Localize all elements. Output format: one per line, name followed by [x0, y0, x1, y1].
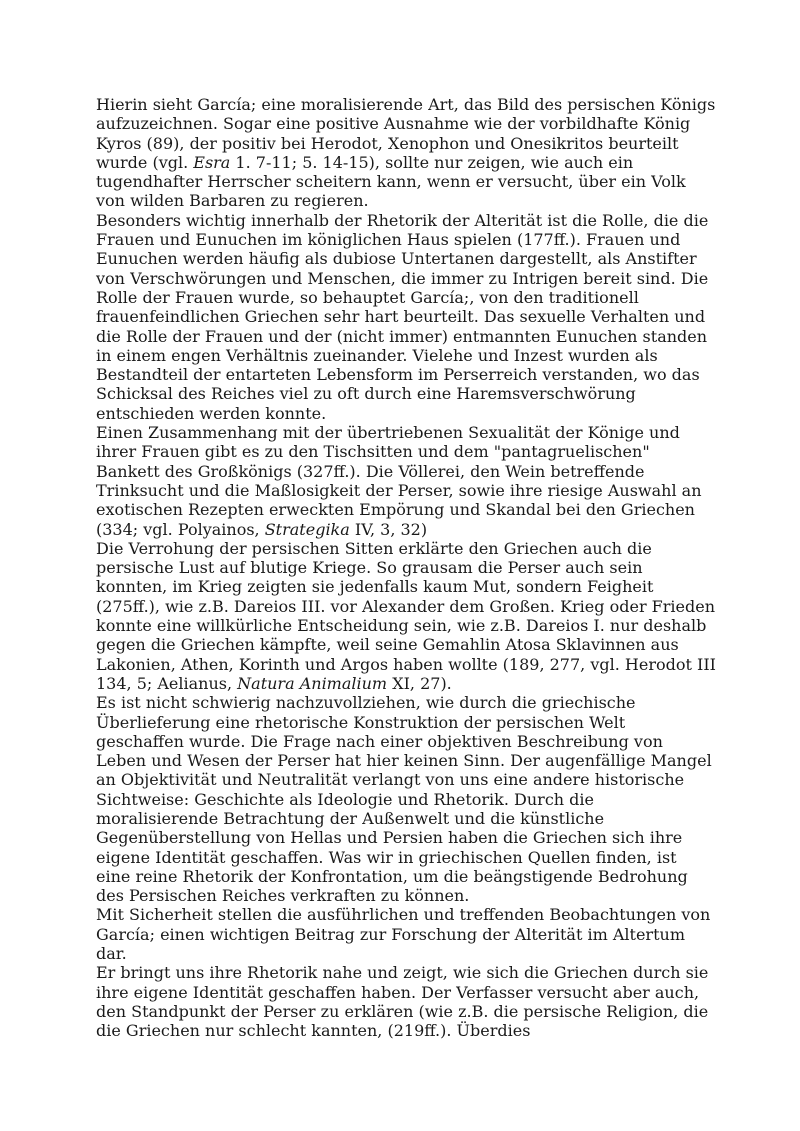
paragraph-text: IV, 3, 32)	[349, 519, 428, 539]
paragraph-text: Mit Sicherheit stellen die ausführlichen und treffenden Beobachtungen von García; einen wichtigen Beitrag zur Forschung der Alterität im Altertum dar.	[96, 905, 711, 964]
paragraph-text: XI, 27).	[387, 673, 452, 693]
paragraph-1	[96, 95, 716, 211]
paragraph-2	[96, 211, 716, 423]
book-title: Strategika	[264, 519, 350, 539]
paragraph-text: Hierin sieht García; eine moralisierende Art, das Bild des persischen Königs aufzuzeichnen. Sogar eine positive Ausnahme wie der vorbildhafte König Kyros (89), der positiv bei Herodot, Xenophon und Onesikritos beurteilt wurde (vgl.	[96, 95, 716, 172]
paragraph-3	[96, 423, 716, 539]
book-title: Natura Animalium	[237, 673, 388, 693]
paragraph-7	[96, 963, 716, 1040]
paragraph-text: Einen Zusammenhang mit der übertriebenen Sexualität der Könige und ihrer Frauen gibt es zu den Tischsitten und dem "pantagruelischen" Bankett des Großkönigs (327ff.). Die Völlerei, den Wein betreffende Trinksucht und die Maßlosigkeit der Perser, sowie ihre riesige Auswahl an exotischen Rezepten erweckten Empörung und Skandal bei den Griechen (334; vgl. Polyainos,	[96, 423, 702, 539]
paragraph-text: 1. 7-11; 5. 14-15), sollte nur zeigen, wie auch ein tugendhafter Herrscher scheitern kann, wenn er versucht, über ein Volk von wilden Barbaren zu regieren.	[96, 152, 686, 211]
paragraph-5	[96, 693, 716, 905]
paragraph-4	[96, 539, 716, 693]
document-body	[96, 95, 716, 1041]
paragraph-text: Besonders wichtig innerhalb der Rhetorik der Alterität ist die Rolle, die die Frauen und Eunuchen im königlichen Haus spielen (177ff.). Frauen und Eunuchen werden häufig als dubiose Untertanen dargestellt, als Anstifter von Verschwörungen und Menschen, die immer zu Intrigen bereit sind. Die Rolle der Frauen wurde, so behauptet García;, von den traditionell frauenfeindlichen Griechen sehr hart beurteilt. Das sexuelle Verhalten und die Rolle der Frauen und der (nicht immer) entmannten Eunuchen standen in einem engen Verhältnis zueinander. Vielehe und Inzest wurden als Bestandteil der entarteten Lebensform im Perserreich verstanden, wo das Schicksal des Reiches viel zu oft durch eine Haremsverschwörung entschieden werden konnte.	[96, 210, 709, 423]
book-title: Esra	[193, 152, 231, 172]
paragraph-text: Die Verrohung der persischen Sitten erklärte den Griechen auch die persische Lust auf blutige Kriege. So grausam die Perser auch sein konnten, im Krieg zeigten sie jedenfalls kaum Mut, sondern Feigheit (275ff.), wie z.B. Dareios III. vor Alexander dem Großen. Krieg oder Frieden konnte eine willkürliche Entscheidung sein, wie z.B. Dareios I. nur deshalb gegen die Griechen kämpfte, weil seine Gemahlin Atosa Sklavinnen aus Lakonien, Athen, Korinth und Argos haben wollte (189, 277, vgl. Herodot III 134, 5; Aelianus,	[96, 538, 716, 693]
paragraph-text: Es ist nicht schwierig nachzuvollziehen, wie durch die griechische Überlieferung eine rhetorische Konstruktion der persischen Welt geschaffen wurde. Die Frage nach einer objektiven Beschreibung von Leben und Wesen der Perser hat hier keinen Sinn. Der augenfällige Mangel an Objektivität und Neutralität verlangt von uns eine andere historische Sichtweise: Geschichte als Ideologie und Rhetorik. Durch die moralisierende Betrachtung der Außenwelt und die künstliche Gegenüberstellung von Hellas und Persien haben die Griechen sich ihre eigene Identität geschaffen. Was wir in griechischen Quellen finden, ist eine reine Rhetorik der Konfrontation, um die beängstigende Bedrohung des Persischen Reiches verkraften zu können.	[96, 693, 712, 906]
paragraph-6	[96, 905, 716, 963]
paragraph-text: Er bringt uns ihre Rhetorik nahe und zeigt, wie sich die Griechen durch sie ihre eigene Identität geschaffen haben. Der Verfasser versucht aber auch, den Standpunkt der Perser zu erklären (wie z.B. die persische Religion, die die Griechen nur schlecht kannten, (219ff.). Überdies	[96, 963, 709, 1041]
